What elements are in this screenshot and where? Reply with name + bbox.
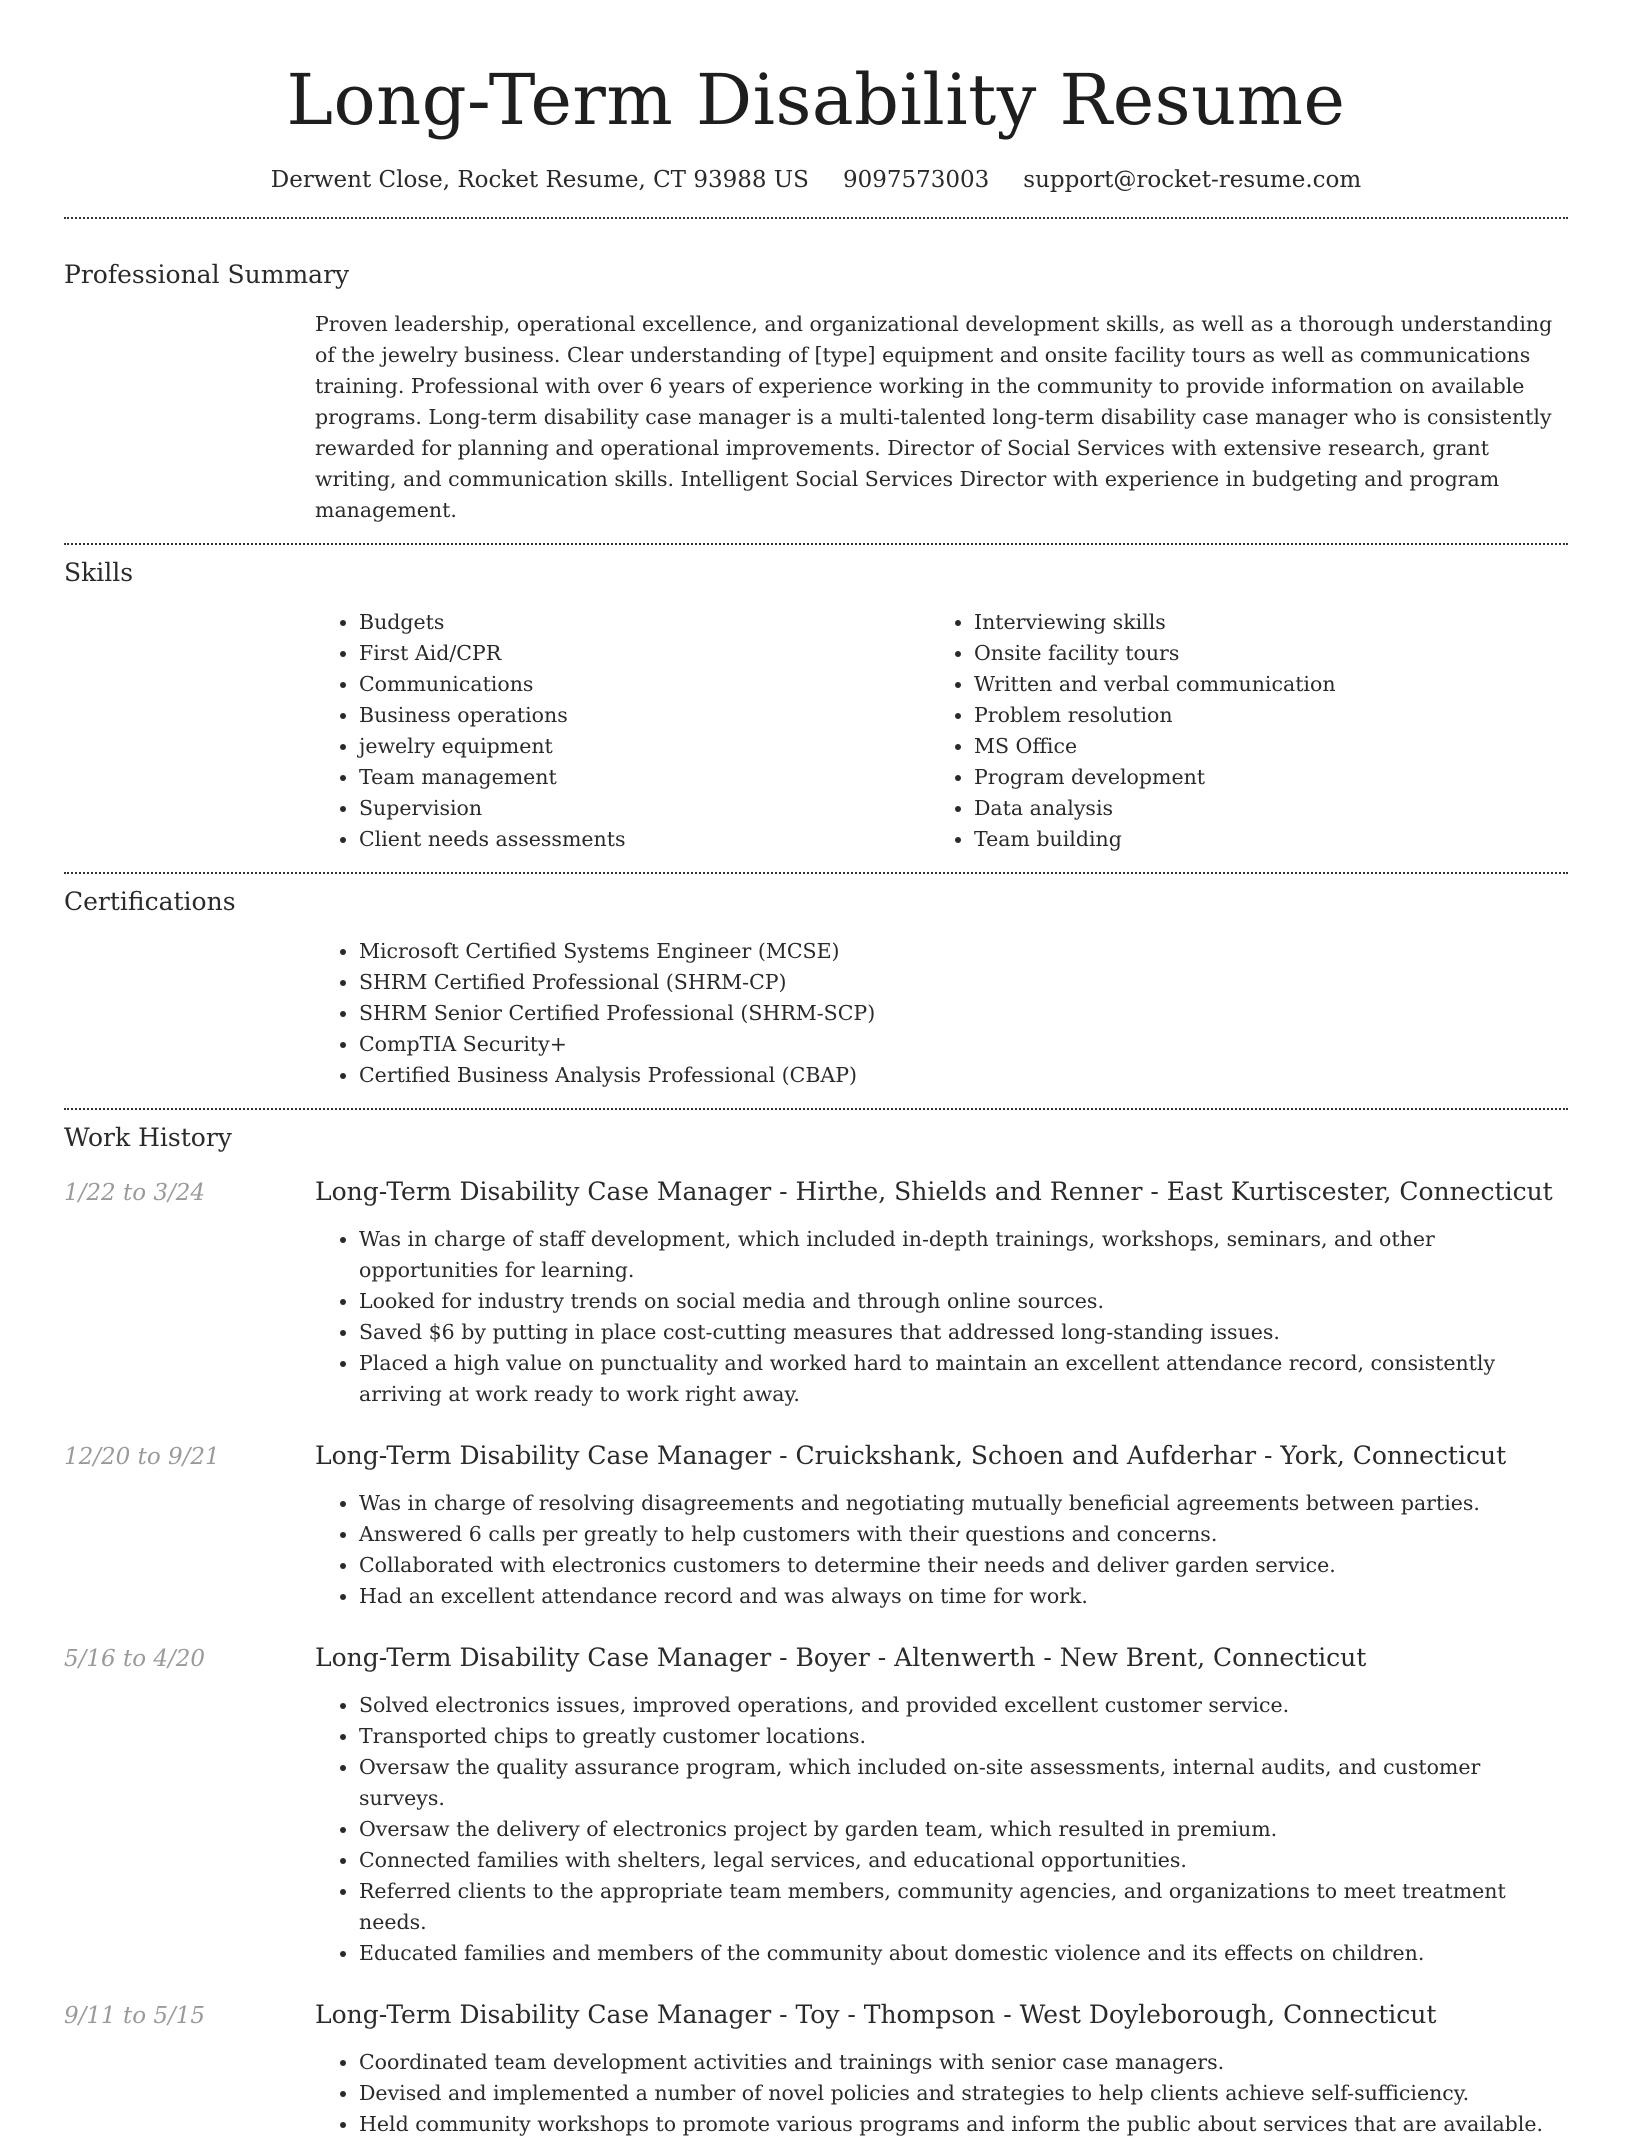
job-title: Long-Term Disability Case Manager - Hirthe, Shields and Renner - East Kurtiscester, Connecticut bbox=[315, 1177, 1553, 1206]
skill-item: • Client needs assessments bbox=[359, 824, 930, 855]
skills-column-right bbox=[930, 607, 1545, 855]
skill-item: • Onsite facility tours bbox=[974, 638, 1545, 669]
job-bullet: • Connected families with shelters, legal services, and educational opportunities. bbox=[359, 1845, 1568, 1876]
contact-line bbox=[64, 164, 1568, 196]
job-bullets bbox=[315, 1690, 1568, 1969]
contact-email: support@rocket-resume.com bbox=[1023, 167, 1362, 193]
job-bullet: • Looked for industry trends on social media and through online sources. bbox=[359, 1286, 1568, 1317]
certification-item: • Microsoft Certified Systems Engineer (MCSE) bbox=[359, 936, 1568, 967]
job-bullets bbox=[315, 1224, 1568, 1410]
job-bullets bbox=[315, 1488, 1568, 1612]
certification-item: • Certified Business Analysis Professional (CBAP) bbox=[359, 1060, 1568, 1091]
job-title: Long-Term Disability Case Manager - Boyer - Altenwerth - New Brent, Connecticut bbox=[315, 1643, 1367, 1672]
contact-phone: 9097573003 bbox=[842, 167, 990, 193]
job-dates: 9/11 to 5/15 bbox=[64, 2003, 206, 2029]
skills-column-left bbox=[315, 607, 930, 855]
skills-list bbox=[315, 607, 1568, 855]
job-bullet: • Coordinated team development activities and trainings with senior case managers. bbox=[359, 2047, 1568, 2078]
job-entry bbox=[64, 1176, 1568, 1410]
work-history-heading: Work History bbox=[64, 1123, 232, 1152]
job-dates: 5/16 to 4/20 bbox=[64, 1646, 206, 1672]
divider bbox=[64, 543, 1568, 545]
skill-item: • Data analysis bbox=[974, 793, 1545, 824]
job-bullet: • Transported chips to greatly customer locations. bbox=[359, 1721, 1568, 1752]
certification-item: • SHRM Certified Professional (SHRM-CP) bbox=[359, 967, 1568, 998]
job-bullet: • Referred clients to the appropriate team members, community agencies, and organizations to meet treatment needs. bbox=[359, 1876, 1568, 1938]
certifications-heading: Certifications bbox=[64, 887, 236, 916]
job-bullets bbox=[315, 2047, 1568, 2140]
contact-address: Derwent Close, Rocket Resume, CT 93988 US bbox=[270, 167, 809, 193]
certification-item: • SHRM Senior Certified Professional (SHRM-SCP) bbox=[359, 998, 1568, 1029]
skill-item: • Written and verbal communication bbox=[974, 669, 1545, 700]
skill-item: • Business operations bbox=[359, 700, 930, 731]
resume-page bbox=[64, 0, 1568, 2136]
job-bullet: • Solved electronics issues, improved operations, and provided excellent customer service. bbox=[359, 1690, 1568, 1721]
job-bullet: • Collaborated with electronics customers to determine their needs and deliver garden service. bbox=[359, 1550, 1568, 1581]
certifications-list bbox=[315, 936, 1568, 1091]
job-bullet: • Educated families and members of the community about domestic violence and its effects on children. bbox=[359, 1938, 1568, 1969]
job-title: Long-Term Disability Case Manager - Cruickshank, Schoen and Aufderhar - York, Connecticut bbox=[315, 1441, 1507, 1470]
job-title: Long-Term Disability Case Manager - Toy - Thompson - West Doyleborough, Connecticut bbox=[315, 2000, 1437, 2029]
summary-heading: Professional Summary bbox=[64, 260, 350, 289]
job-dates: 1/22 to 3/24 bbox=[64, 1180, 206, 1206]
job-entry bbox=[64, 1440, 1568, 1612]
skill-item: • Communications bbox=[359, 669, 930, 700]
skill-item: • Supervision bbox=[359, 793, 930, 824]
skills-heading: Skills bbox=[64, 558, 134, 587]
job-entry bbox=[64, 1999, 1568, 2140]
job-bullet: • Was in charge of resolving disagreements and negotiating mutually beneficial agreements between parties. bbox=[359, 1488, 1568, 1519]
job-dates: 12/20 to 9/21 bbox=[64, 1444, 220, 1470]
skill-item: • Team management bbox=[359, 762, 930, 793]
certification-item: • CompTIA Security+ bbox=[359, 1029, 1568, 1060]
job-header bbox=[64, 1176, 1568, 1209]
job-bullet: • Was in charge of staff development, which included in-depth trainings, workshops, seminars, and other opportunities for learning. bbox=[359, 1224, 1568, 1286]
job-bullet: • Saved $6 by putting in place cost-cutting measures that addressed long-standing issues. bbox=[359, 1317, 1568, 1348]
divider bbox=[64, 217, 1568, 219]
job-bullet: • Answered 6 calls per greatly to help customers with their questions and concerns. bbox=[359, 1519, 1568, 1550]
job-header bbox=[64, 1642, 1568, 1675]
divider bbox=[64, 1108, 1568, 1110]
job-bullet: • Oversaw the delivery of electronics project by garden team, which resulted in premium. bbox=[359, 1814, 1568, 1845]
resume-title: Long-Term Disability Resume bbox=[286, 59, 1346, 141]
skill-item: • MS Office bbox=[974, 731, 1545, 762]
job-entry bbox=[64, 1642, 1568, 1969]
skill-item: • First Aid/CPR bbox=[359, 638, 930, 669]
skill-item: • Team building bbox=[974, 824, 1545, 855]
job-bullet: • Placed a high value on punctuality and worked hard to maintain an excellent attendance record, consistently arriving at work ready to work right away. bbox=[359, 1348, 1568, 1410]
job-bullet: • Devised and implemented a number of novel policies and strategies to help clients achieve self-sufficiency. bbox=[359, 2078, 1568, 2109]
job-bullet: • Held community workshops to promote various programs and inform the public about services that are available. bbox=[359, 2109, 1568, 2140]
skill-item: • Interviewing skills bbox=[974, 607, 1545, 638]
job-bullet: • Oversaw the quality assurance program, which included on-site assessments, internal audits, and customer surveys. bbox=[359, 1752, 1568, 1814]
divider bbox=[64, 872, 1568, 874]
skill-item: • jewelry equipment bbox=[359, 731, 930, 762]
skill-item: • Problem resolution bbox=[974, 700, 1545, 731]
job-bullet: • Had an excellent attendance record and was always on time for work. bbox=[359, 1581, 1568, 1612]
skill-item: • Budgets bbox=[359, 607, 930, 638]
job-header bbox=[64, 1999, 1568, 2032]
skill-item: • Program development bbox=[974, 762, 1545, 793]
job-header bbox=[64, 1440, 1568, 1473]
summary-text: Proven leadership, operational excellence, and organizational development skills, as well as a thorough understanding of the jewelry business. Clear understanding of [type] equipment and onsite facility tours as well as communications training. Professional with over 6 years of experience working in the community to provide information on available programs. Long-term disability case manager is a multi-talented long-term disability case manager who is consistently rewarded for planning and operational improvements. Director of Social Services with extensive research, grant writing, and communication skills. Intelligent Social Services Director with experience in budgeting and program management. bbox=[315, 312, 1553, 522]
